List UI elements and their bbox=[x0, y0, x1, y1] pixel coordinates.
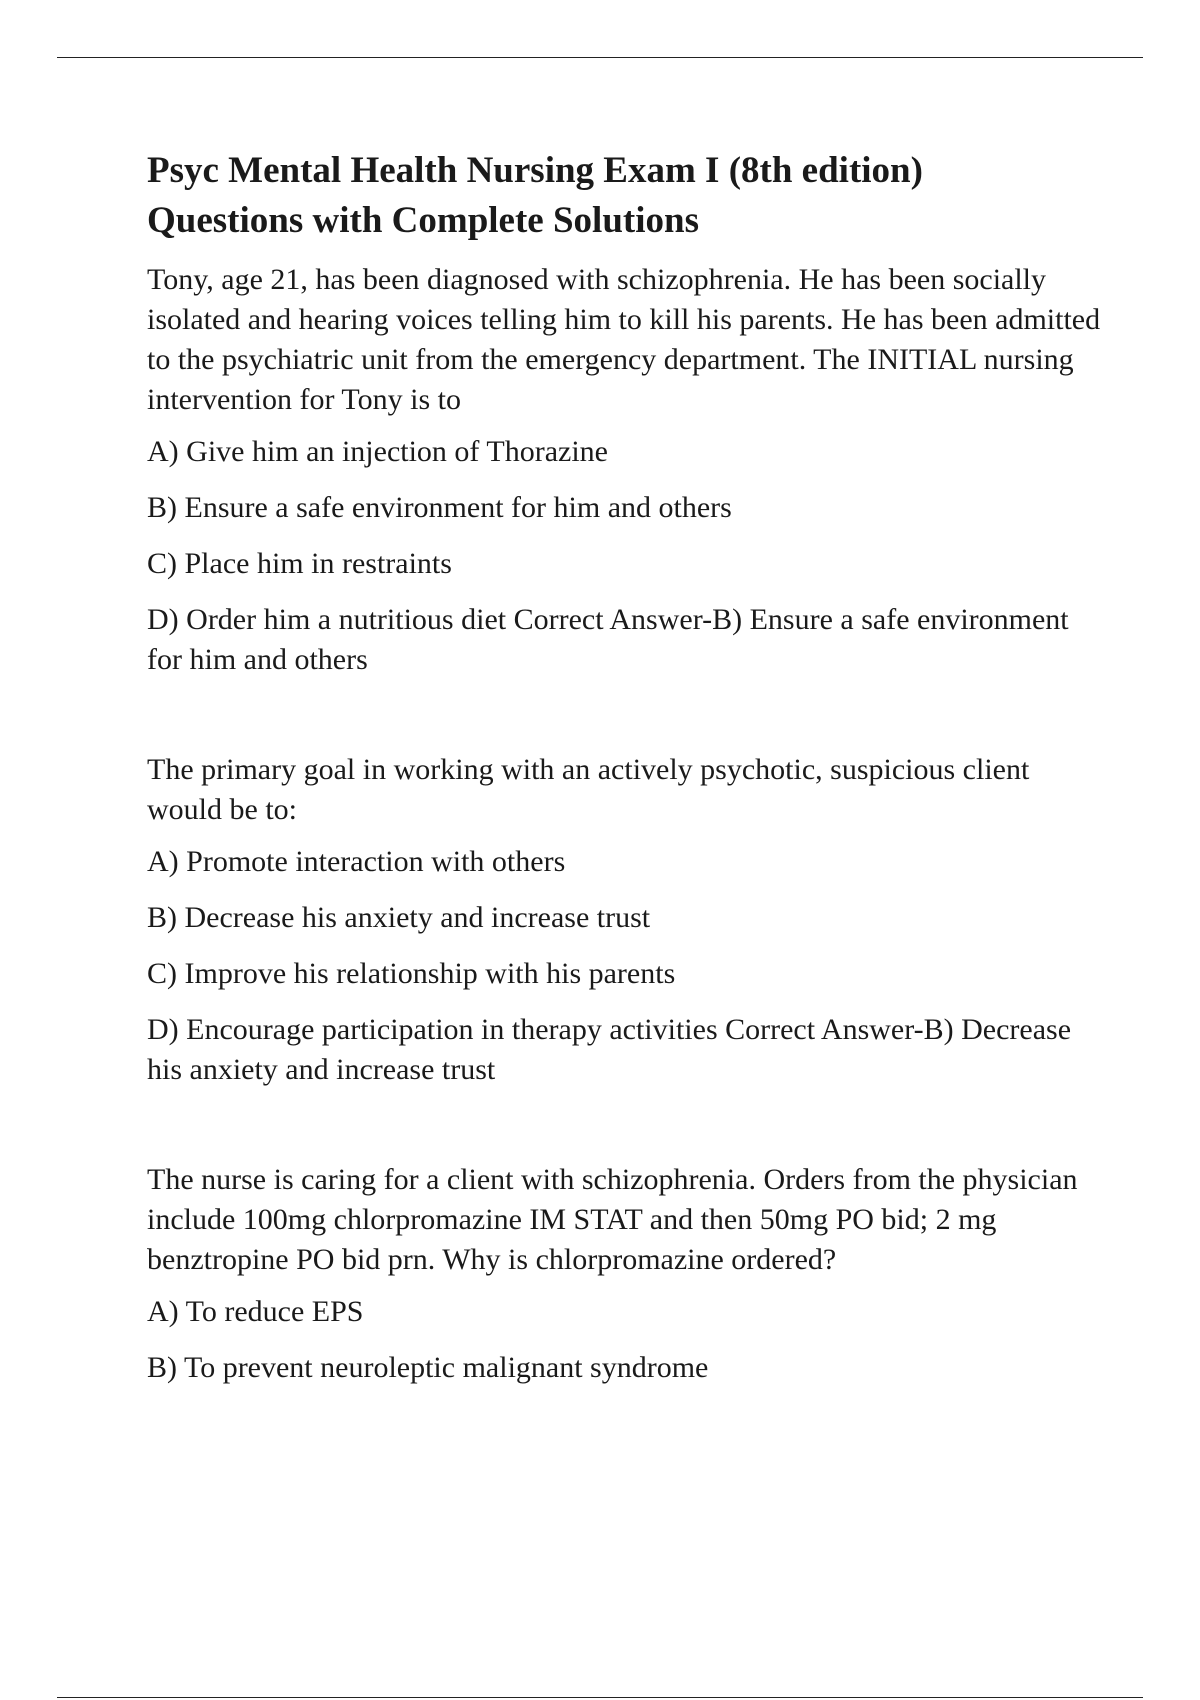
option-a: A) Promote interaction with others bbox=[147, 845, 566, 878]
option-b: B) To prevent neuroleptic malignant syndrome bbox=[147, 1351, 709, 1384]
top-rule bbox=[57, 57, 1143, 58]
title-line-2: Questions with Complete Solutions bbox=[147, 200, 699, 241]
option-c: C) Place him in restraints bbox=[147, 547, 452, 580]
document-body bbox=[147, 146, 1107, 1404]
question-stem: The nurse is caring for a client with schizophrenia. Orders from the physician include 100mg chlorpromazine IM STAT and then 50mg PO bid; 2 mg benztropine PO bid prn. Why is chlorpromazine ordered? bbox=[147, 1163, 1078, 1276]
document-title bbox=[147, 146, 1107, 246]
question-stem: Tony, age 21, has been diagnosed with schizophrenia. He has been socially isolated and hearing voices telling him to kill his parents. He has been admitted to the psychiatric unit from the emergency department. The INITIAL nursing intervention for Tony is to bbox=[147, 263, 1101, 416]
question-1 bbox=[147, 260, 1107, 680]
title-line-1: Psyc Mental Health Nursing Exam I (8th edition) bbox=[147, 150, 923, 191]
option-c: C) Improve his relationship with his parents bbox=[147, 957, 676, 990]
question-3 bbox=[147, 1160, 1107, 1388]
option-d-with-answer bbox=[147, 1010, 1107, 1090]
option-a: A) Give him an injection of Thorazine bbox=[147, 435, 608, 468]
option-d-with-answer bbox=[147, 600, 1107, 680]
option-b: B) Decrease his anxiety and increase trust bbox=[147, 901, 651, 934]
bottom-rule bbox=[57, 1697, 1143, 1698]
question-2 bbox=[147, 750, 1107, 1090]
correct-answer: Correct Answer-B) Decrease his anxiety and increase trust bbox=[147, 1013, 1072, 1086]
correct-answer: Correct Answer-B) Ensure a safe environment for him and others bbox=[147, 603, 1069, 676]
option-d: D) Order him a nutritious diet bbox=[147, 603, 507, 636]
option-a: A) To reduce EPS bbox=[147, 1295, 364, 1328]
option-d: D) Encourage participation in therapy activities bbox=[147, 1013, 718, 1046]
question-stem: The primary goal in working with an actively psychotic, suspicious client would be to: bbox=[147, 753, 1030, 826]
option-b: B) Ensure a safe environment for him and others bbox=[147, 491, 732, 524]
